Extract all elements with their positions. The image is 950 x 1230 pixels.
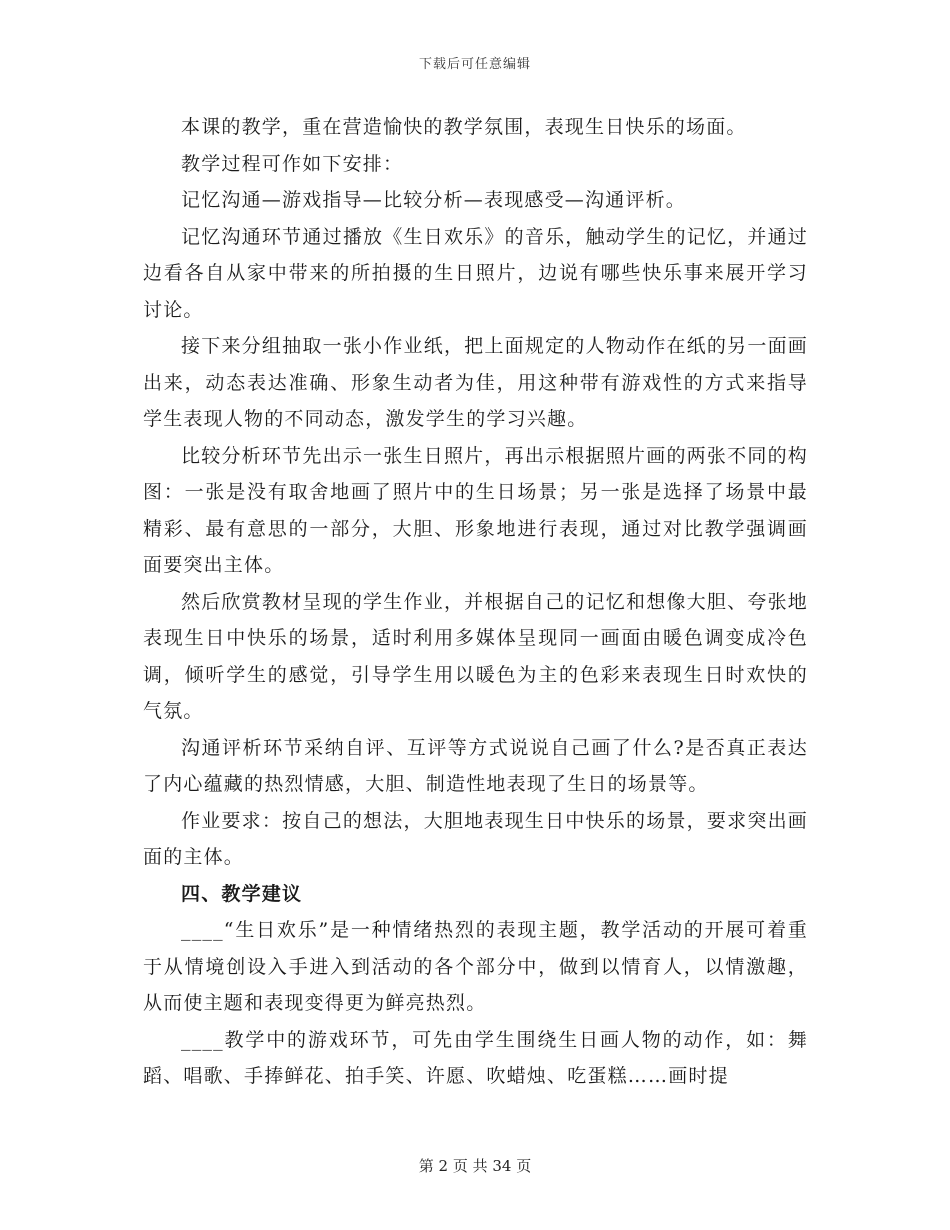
paragraph: 本课的教学，重在营造愉快的教学氛围，表现生日快乐的场面。 [181,116,747,138]
section-heading: 四、教学建议 [181,882,303,905]
page-header: 下载后可任意编辑 [418,57,531,72]
paragraph: ____教学中的游戏环节，可先由学生围绕生日画人物的动作，如：舞蹈、唱歌、手捧鲜花、拍手笑、许愿、吹蜡烛、吃蛋糕……画时提 [143,1028,808,1087]
paragraph: 作业要求：按自己的想法，大胆地表现生日中快乐的场景，要求突出画面的主体。 [143,809,808,868]
paragraph: 记忆沟通—游戏指导—比较分析—表现感受—沟通评析。 [181,189,687,211]
document-body [143,109,808,1095]
paragraph: 接下来分组抽取一张小作业纸，把上面规定的人物动作在纸的另一面画出来，动态表达准确、形象生动者为佳，用这种带有游戏性的方式来指导学生表现人物的不同动态，激发学生的学习兴趣。 [143,335,808,430]
paragraph: ____“生日欢乐”是一种情绪热烈的表现主题，教学活动的开展可着重于从情境创设入手进入到活动的各个部分中，做到以情育人，以情激趣，从而使主题和表现变得更为鲜亮热烈。 [143,919,808,1014]
paragraph: 比较分析环节先出示一张生日照片，再出示根据照片画的两张不同的构图：一张是没有取舍地画了照片中的生日场景；另一张是选择了场景中最精彩、最有意思的一部分，大胆、形象地进行表现，通过对比教学强调画面要突出主体。 [143,444,808,576]
paragraph: 记忆沟通环节通过播放《生日欢乐》的音乐，触动学生的记忆，并通过边看各自从家中带来的所拍摄的生日照片，边说有哪些快乐事来展开学习讨论。 [143,225,808,321]
paragraph: 沟通评析环节采纳自评、互评等方式说说自己画了什么?是否真正表达了内心蕴藏的热烈情感，大胆、制造性地表现了生日的场景等。 [143,736,808,795]
page-footer: 第 2 页 共 34 页 [418,1157,532,1175]
paragraph: 教学过程可作如下安排： [181,152,404,175]
paragraph: 然后欣赏教材呈现的学生作业，并根据自己的记忆和想像大胆、夸张地表现生日中快乐的场景，适时利用多媒体呈现同一画面由暖色调变成冷色调，倾听学生的感觉，引导学生用以暖色为主的色彩来表现生日时欢快的气氛。 [143,590,808,722]
